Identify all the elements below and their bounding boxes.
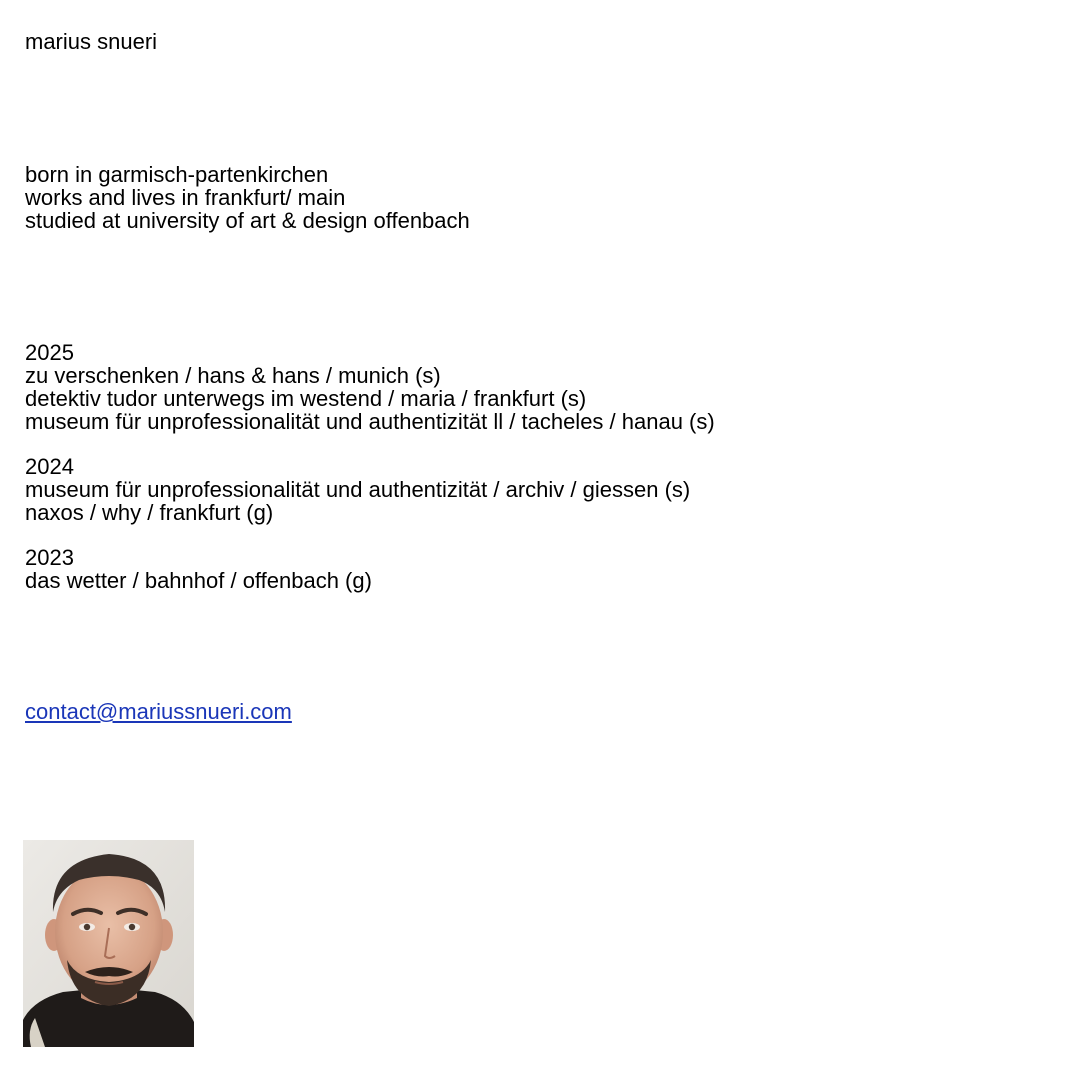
bio-section — [25, 163, 470, 232]
portrait-photo — [23, 840, 194, 1047]
exhibition-item: museum für unprofessionalität und authentizität ll / tacheles / hanau (s) — [25, 409, 715, 434]
exhibition-year-group — [25, 455, 715, 524]
site-title-text: marius snueri — [25, 29, 158, 54]
exhibition-item: detektiv tudor unterwegs im westend / maria / frankfurt (s) — [25, 386, 587, 411]
exhibition-item: museum für unprofessionalität und authentizität / archiv / giessen (s) — [25, 477, 691, 502]
contact-email-link[interactable]: contact@mariussnueri.com — [25, 699, 292, 724]
exhibition-year-group — [25, 341, 715, 433]
exhibitions-list — [25, 341, 715, 592]
exhibition-item: zu verschenken / hans & hans / munich (s) — [25, 363, 441, 388]
exhibition-year: 2025 — [25, 340, 74, 365]
bio-education: studied at university of art & design offenbach — [25, 208, 470, 233]
bio-birthplace: born in garmisch-partenkirchen — [25, 162, 329, 187]
contact-section — [25, 700, 292, 723]
site-title — [25, 30, 157, 53]
exhibition-item: naxos / why / frankfurt (g) — [25, 500, 274, 525]
bio-residence: works and lives in frankfurt/ main — [25, 185, 346, 210]
exhibition-year: 2023 — [25, 545, 74, 570]
exhibition-year: 2024 — [25, 454, 74, 479]
exhibition-item: das wetter / bahnhof / offenbach (g) — [25, 568, 372, 593]
exhibition-year-group — [25, 546, 715, 592]
